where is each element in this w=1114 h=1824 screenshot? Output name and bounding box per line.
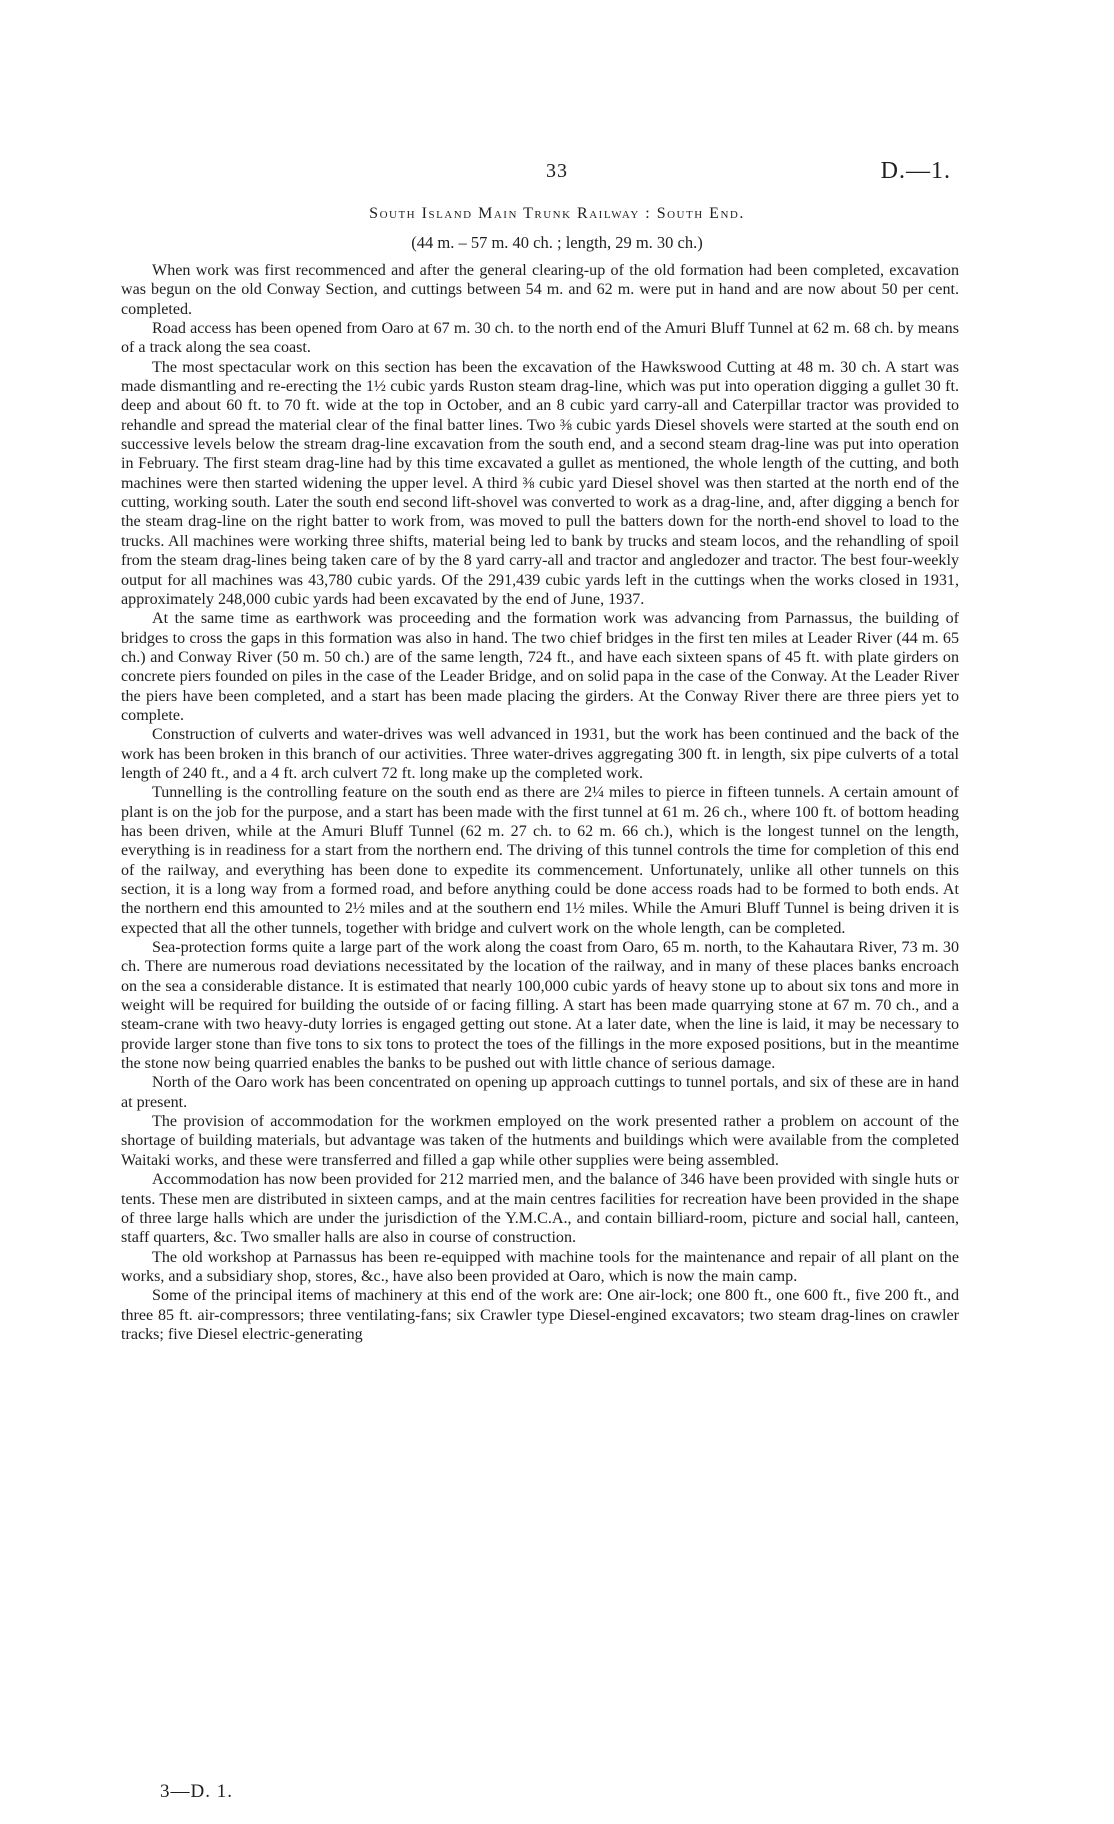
signature-mark: 3—D. 1.	[160, 1781, 233, 1802]
body-text	[121, 261, 959, 1344]
paragraph: North of the Oaro work has been concentrated on opening up approach cuttings to tunnel portals, and six of these are in hand at present.	[121, 1074, 959, 1111]
paragraph: The provision of accommodation for the workmen employed on the work presented rather a problem on account of the shortage of building materials, but advantage was taken of the hutments and buildings which were available from the completed Waitaki works, and these were transferred and filled a gap while other supplies were being assembled.	[121, 1113, 959, 1169]
paragraph: Road access has been opened from Oaro at 67 m. 30 ch. to the north end of the Amuri Bluff Tunnel at 62 m. 68 ch. by means of a track along the sea coast.	[121, 320, 959, 357]
document-code: D.—1.	[880, 158, 951, 184]
paragraph: The old workshop at Parnassus has been re-equipped with machine tools for the maintenance and repair of all plant on the works, and a subsidiary shop, stores, &c., have also been provided at Oaro, which is now the main camp.	[121, 1248, 959, 1285]
paragraph: Sea-protection forms quite a large part of the work along the coast from Oaro, 65 m. north, to the Kahautara River, 73 m. 30 ch. There are numerous road deviations necessitated by the location of the railway, and in many of these places banks encroach on the sea a considerable distance. It is estimated that nearly 100,000 cubic yards of heavy stone up to about six tons and more in weight will be required for building the outside of or facing filling. A start has been made quarrying stone at 67 m. 70 ch., and a steam-crane with two heavy-duty lorries is engaged getting out stone. At a later date, when the line is laid, it may be necessary to provide larger stone than five tons to six tons to protect the toes of the fillings in the more exposed positions, but in the meantime the stone now being quarried enables the banks to be pushed out with little chance of serious damage.	[121, 939, 959, 1073]
paragraph: Construction of culverts and water-drives was well advanced in 1931, but the work has been continued and the back of the work has been broken in this branch of our activities. Three water-drives aggregating 300 ft. in length, six pipe culverts of a total length of 240 ft., and a 4 ft. arch culvert 72 ft. long make up the completed work.	[121, 726, 959, 782]
paragraph: When work was first recommenced and after the general clearing-up of the old formation had been completed, excavation was begun on the old Conway Section, and cuttings between 54 m. and 62 m. were put in hand and are now about 50 per cent. completed.	[121, 262, 959, 318]
section-subheading: (44 m. – 57 m. 40 ch. ; length, 29 m. 30 ch.)	[411, 233, 703, 252]
paragraph: Accommodation has now been provided for 212 married men, and the balance of 346 have been provided with single huts or tents. These men are distributed in sixteen camps, and at the main centres facilities for recreation have been provided in the shape of three large halls which are under the jurisdiction of the Y.M.C.A., and contain billiard-room, picture and social hall, canteen, staff quarters, &c. Two smaller halls are also in course of construction.	[121, 1171, 959, 1247]
page-number: 33	[546, 160, 568, 182]
paragraph: Some of the principal items of machinery at this end of the work are: One air-lock; one 800 ft., one 600 ft., five 200 ft., and three 85 ft. air-compressors; three ventilating-fans; six Crawler type Diesel-engined excavators; two steam drag-lines on crawler tracks; five Diesel electric-generating	[121, 1287, 959, 1343]
paragraph: Tunnelling is the controlling feature on the south end as there are 2¼ miles to pierce in fifteen tunnels. A certain amount of plant is on the job for the purpose, and a start has been made with the first tunnel at 61 m. 26 ch., where 100 ft. of bottom heading has been driven, while at the Amuri Bluff Tunnel (62 m. 27 ch. to 62 m. 66 ch.), which is the longest tunnel on the length, everything is in readiness for a start from the northern end. The driving of this tunnel controls the time for completion of this end of the railway, and everything has been done to expedite its commencement. Unfortunately, unlike all other tunnels on this section, it is a long way from a formed road, and before anything could be done access roads had to be formed to both ends. At the northern end this amounted to 2½ miles and at the southern end 1½ miles. While the Amuri Bluff Tunnel is being driven it is expected that all the other tunnels, together with bridge and culvert work on the whole length, can be completed.	[121, 784, 959, 937]
paragraph: At the same time as earthwork was proceeding and the formation work was advancing from Parnassus, the building of bridges to cross the gaps in this formation was also in hand. The two chief bridges in the first ten miles at Leader River (44 m. 65 ch.) and Conway River (50 m. 50 ch.) are of the same length, 724 ft., and have each sixteen spans of 45 ft. with plate girders on concrete piers founded on piles in the case of the Leader Bridge, and on solid papa in the case of the Conway. At the Leader River the piers have been completed, and a start has been made placing the girders. At the Conway River there are three piers yet to complete.	[121, 610, 959, 724]
section-heading: South Island Main Trunk Railway : South End.	[369, 205, 745, 222]
paragraph: The most spectacular work on this section has been the excavation of the Hawkswood Cutting at 48 m. 30 ch. A start was made dismantling and re-erecting the 1½ cubic yards Ruston steam drag-line, which was put into operation digging a gullet 30 ft. deep and about 60 ft. to 70 ft. wide at the top in October, and an 8 cubic yard carry-all and Caterpillar tractor was provided to rehandle and spread the material clear of the final batter lines. Two ⅜ cubic yards Diesel shovels were started at the south end on successive levels below the stream drag-line excavation from the south end, and a second steam drag-line was put into operation in February. The first steam drag-line had by this time excavated a gullet as mentioned, the whole length of the cutting, and both machines were then started widening the upper level. A third ⅜ cubic yard Diesel shovel was then started at the north end of the cutting, working south. Later the south end second lift-shovel was converted to work as a drag-line, and, after digging a bench for the steam drag-line on the right batter to work from, was moved to pull the batters down for the north-end shovel to load to the trucks. All machines were working three shifts, material being led to bank by trucks and steam locos, and the rehandling of spoil from the steam drag-lines being taken care of by the 8 yard carry-all and tractor and angledozer and tractor. The best four-weekly output for all machines was 43,780 cubic yards. Of the 291,439 cubic yards left in the cuttings when the works closed in 1931, approximately 248,000 cubic yards had been excavated by the end of June, 1937.	[121, 358, 959, 608]
